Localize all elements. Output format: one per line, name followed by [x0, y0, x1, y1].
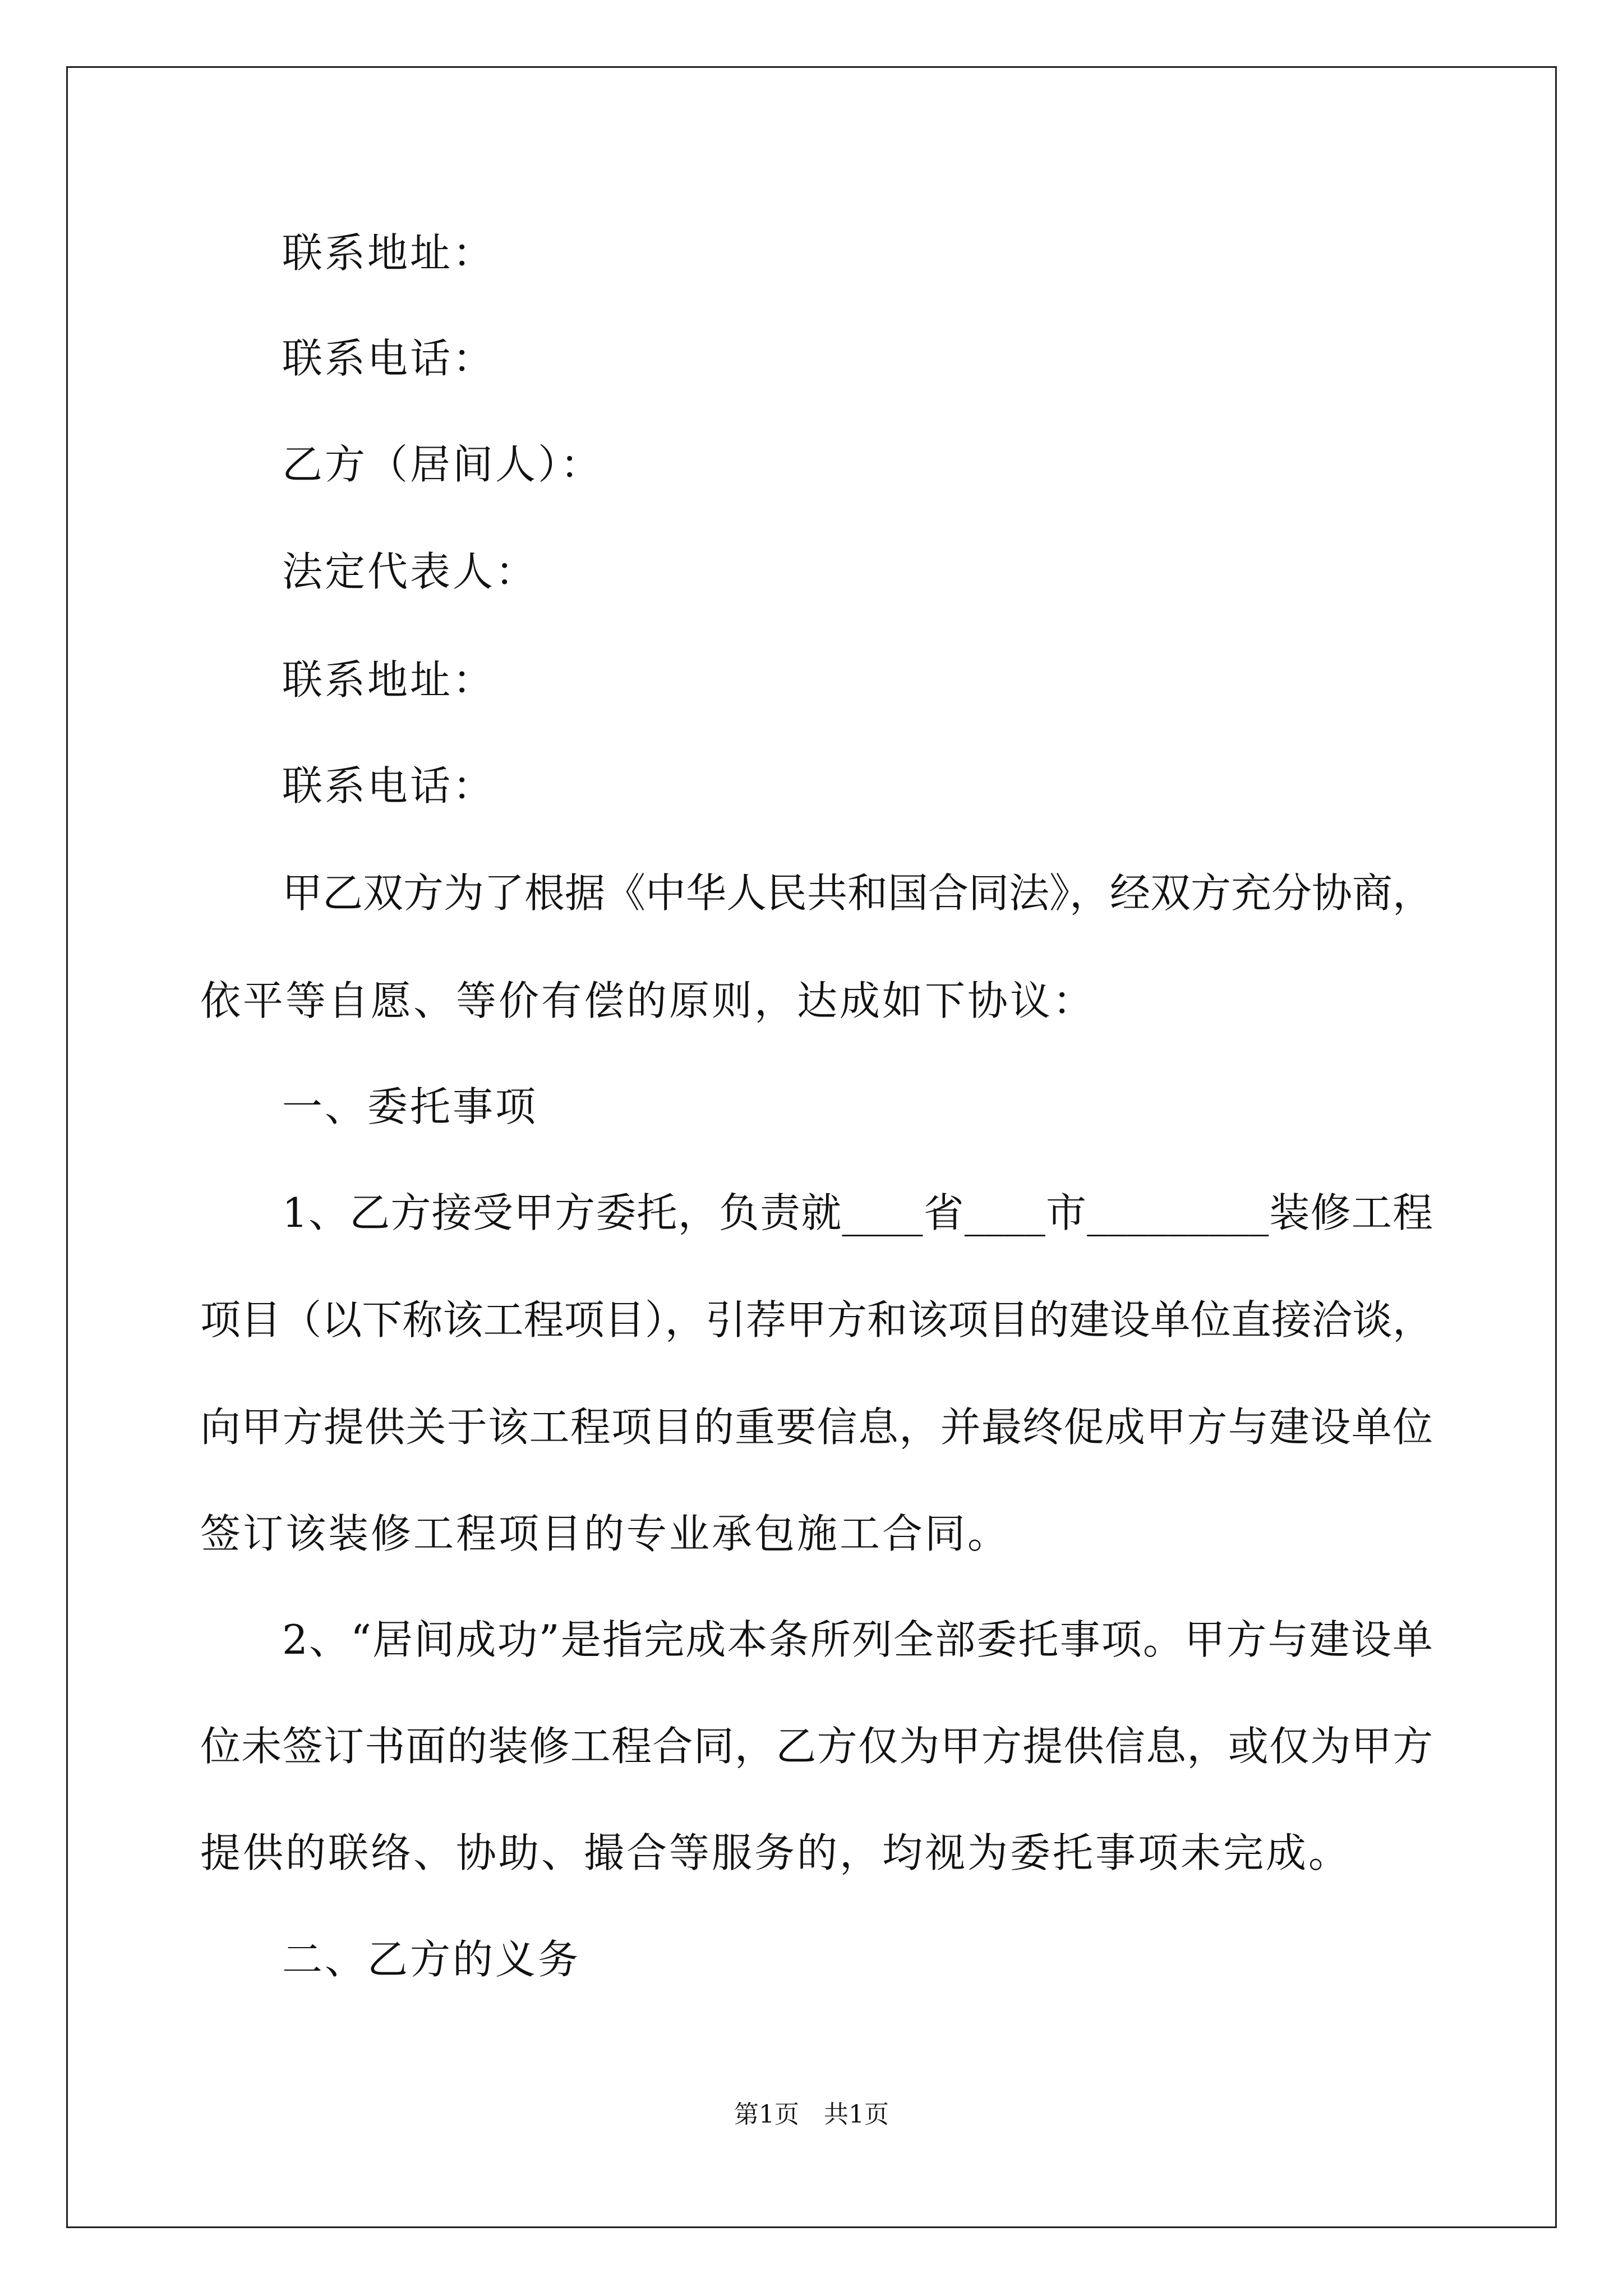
text-line-contact-phone-2: 联系电话： [282, 762, 496, 809]
text-line-contact-address-2: 联系地址： [282, 656, 496, 703]
clause-1-line-4: 签订该装修工程项目的专业承包施工合同。 [200, 1510, 1011, 1557]
section-heading-entrusted-matters: 一、委托事项 [282, 1083, 538, 1130]
paragraph-preamble-line-2: 依平等自愿、等价有偿的原则，达成如下协议： [200, 977, 1096, 1024]
clause-1-line-1: 1、乙方接受甲方委托，负责就____省____市_________装修工程 [282, 1189, 1433, 1236]
text-line-legal-representative: 法定代表人： [282, 548, 538, 595]
paragraph-preamble-line-1: 甲乙双方为了根据《中华人民共和国合同法》，经双方充分协商， [282, 869, 1433, 917]
text-line-party-b: 乙方（居间人）： [282, 441, 603, 488]
clause-2-line-2: 位未签订书面的装修工程合同，乙方仅为甲方提供信息，或仅为甲方 [200, 1723, 1433, 1770]
clause-2-line-3: 提供的联络、协助、撮合等服务的，均视为委托事项未完成。 [200, 1829, 1352, 1876]
page-number-footer: 第1页 共1页 [734, 2100, 889, 2129]
clause-1-line-3: 向甲方提供关于该工程项目的重要信息，并最终促成甲方与建设单位 [200, 1404, 1433, 1451]
page-border [66, 66, 1557, 2228]
clause-2-line-1: 2、“居间成功”是指完成本条所列全部委托事项。甲方与建设单 [282, 1616, 1433, 1663]
text-line-contact-address-1: 联系地址： [282, 229, 496, 277]
clause-1-line-2: 项目（以下称该工程项目），引荐甲方和该项目的建设单位直接洽谈， [200, 1296, 1433, 1343]
text-line-contact-phone-1: 联系电话： [282, 335, 496, 382]
section-heading-party-b-obligations: 二、乙方的义务 [282, 1936, 581, 1983]
